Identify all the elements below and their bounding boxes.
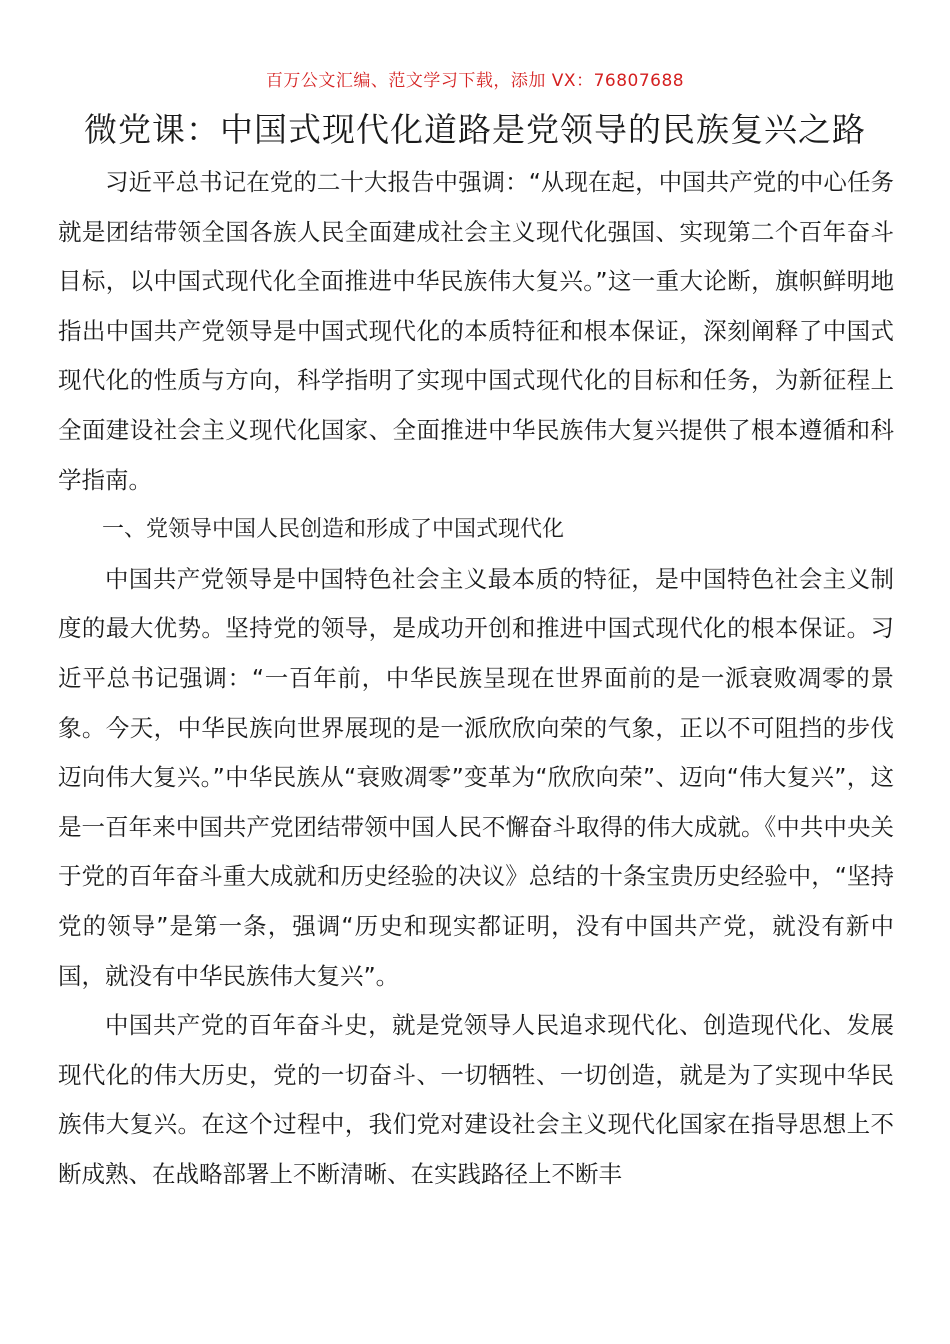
- paragraph-section-1: 中国共产党领导是中国特色社会主义最本质的特征，是中国特色社会主义制度的最大优势。坚持党的领导，是成功开创和推进中国式现代化的根本保证。习近平总书记强调：“一百年前，中华民族呈现在世界面前的是一派衰败凋零的景象。今天，中华民族向世界展现的是一派欣欣向荣的气象，正以不可阻挡的步伐迈向伟大复兴。”中华民族从“衰败凋零”变革为“欣欣向荣”、迈向“伟大复兴”，这是一百年来中国共产党团结带领中国人民不懈奋斗取得的伟大成就。《中共中央关于党的百年奋斗重大成就和历史经验的决议》总结的十条宝贵历史经验中，“坚持党的领导”是第一条，强调“历史和现实都证明，没有中国共产党，就没有新中国，就没有中华民族伟大复兴”。: [58, 564, 894, 990]
- paragraph-intro: 习近平总书记在党的二十大报告中强调：“从现在起，中国共产党的中心任务就是团结带领全国各族人民全面建成社会主义现代化强国、实现第二个百年奋斗目标，以中国式现代化全面推进中华民族伟大复兴。”这一重大论断，旗帜鲜明地指出中国共产党领导是中国式现代化的本质特征和根本保证，深刻阐释了中国式现代化的性质与方向，科学指明了实现中国式现代化的目标和任务，为新征程上全面建设社会主义现代化国家、全面推进中华民族伟大复兴提供了根本遵循和科学指南。: [58, 168, 894, 494]
- header-source-line: 百万公文汇编、范文学习下载，添加 VX：76807688: [265, 71, 685, 91]
- section-heading-1: 一、党领导中国人民创造和形成了中国式现代化: [102, 517, 565, 543]
- document-body: [58, 158, 894, 1199]
- paragraph-history: 中国共产党的百年奋斗史，就是党领导人民追求现代化、创造现代化、发展现代化的伟大历史，党的一切奋斗、一切牺牲、一切创造，就是为了实现中华民族伟大复兴。在这个过程中，我们党对建设社会主义现代化国家在指导思想上不断成熟、在战略部署上不断清晰、在实践路径上不断丰: [58, 1011, 894, 1188]
- document-title: 微党课：中国式现代化道路是党领导的民族复兴之路: [84, 110, 866, 149]
